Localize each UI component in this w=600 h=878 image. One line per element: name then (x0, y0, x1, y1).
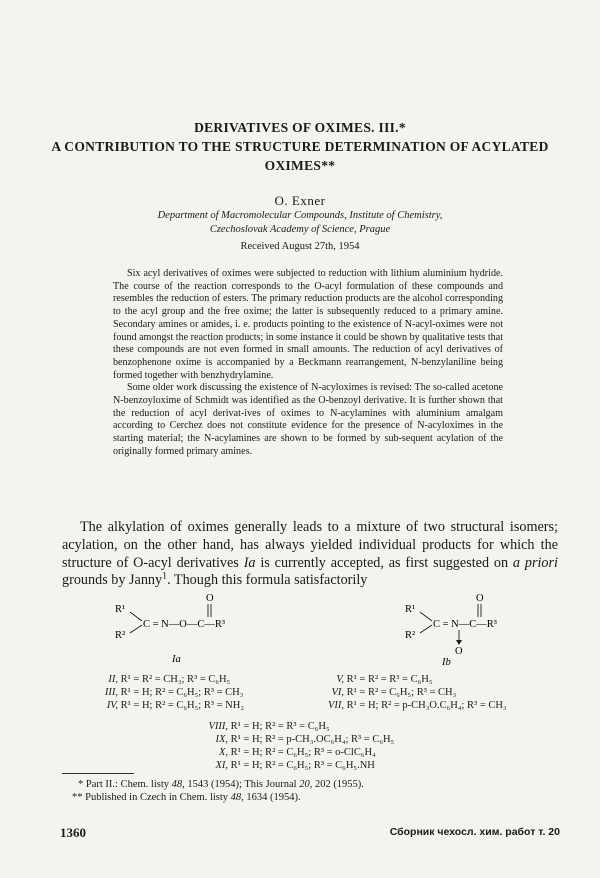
compound-xi: XI, R¹ = H; R² = C₆H₅; R³ = C₆H₅.NH (215, 760, 375, 771)
journal-footer: Сборник чехосл. хим. работ т. 20 (389, 826, 560, 838)
page-number: 1360 (60, 825, 86, 840)
author: O. Exner (274, 193, 326, 208)
show-through-text (60, 35, 540, 46)
structure-ia (110, 590, 290, 670)
compound-x: X, R¹ = H; R² = C₆H₅; R³ = o-ClC₆H₄ (218, 747, 376, 758)
ib-carbonyl-oxygen: O (476, 593, 484, 604)
paper-title-line-1: DERIVATIVES OF OXIMES. III.* (194, 120, 406, 135)
compound-vi: VI, R¹ = R² = C₆H₅; R³ = CH₃ (331, 687, 457, 698)
compound-viii: VIII, R¹ = H; R² = R³ = C₆H₅ (208, 721, 330, 732)
ib-r1-label: R¹ (405, 604, 416, 615)
affiliation-line-2: Czechoslovak Academy of Science, Prague (209, 224, 391, 235)
footnote-2: ** Published in Czech in Chem. listy 48, 1634 (1954). (72, 792, 301, 803)
compound-ii: II, R¹ = R² = CH₃; R³ = C₆H₅ (108, 674, 231, 685)
compound-iii: III, R¹ = H; R² = C₆H₅; R³ = CH₃ (104, 687, 244, 698)
ib-label: Ib (442, 657, 451, 668)
footnote-1: * Part II.: Chem. listy 48, 1543 (1954); This Journal 20, 202 (1955). (78, 779, 364, 790)
ia-r2-label: R² (115, 630, 126, 641)
body-paragraph-1: The alkylation of oximes generally leads to a mixture of two structural isomers; acylation, on the other hand, has always yielded individual products for which the structure of O-acyl derivatives Ia is currently accepted, as first suggested on a priori grounds by Janny$^1$. Though this formula satisfactorily (62, 519, 558, 589)
compound-ix: IX, R¹ = H; R² = p-CH₃.OC₆H₄; R³ = C₆H₅ (215, 734, 395, 745)
paper-title-line-2: A CONTRIBUTION TO THE STRUCTURE DETERMINATION OF ACYLATED (51, 139, 549, 154)
compound-v: V, R¹ = R² = R³ = C₆H₅ (336, 674, 433, 685)
structure-ib (400, 590, 560, 670)
footnote-rule (62, 773, 134, 774)
affiliation-line-1: Department of Macromolecular Compounds, Institute of Chemistry, (157, 210, 443, 221)
ib-r2-label: R² (405, 630, 416, 641)
ia-chain: C = N—O—C—R³ (143, 619, 225, 630)
abstract (113, 268, 503, 459)
abstract-paragraph-2: Some older work discussing the existence of N-acyloximes is revised: The so-called acetone N-benzoyloxime of Schmidt was identified as the O-benzoyl derivative. It is further shown that the reduction of acyl derivat-ives of oximes to N-acylamines with aluminium amalgam according to Cerchez does not constitute evidence for the presence of N-acyloximes in the starting material; the N-acylamines are shown to be formed by sub-sequent acylation of the originally formed primary amines. (113, 382, 503, 457)
received-date: Received August 27th, 1954 (240, 241, 360, 252)
compound-vii: VII, R¹ = H; R² = p-CH₃O.C₆H₄; R³ = CH₃ (327, 700, 507, 711)
paper-title-line-3: OXIMES** (264, 158, 336, 173)
compound-iv: IV, R¹ = H; R² = C₆H₅; R³ = NH₂ (106, 700, 244, 711)
ia-carbonyl-oxygen: O (206, 593, 214, 604)
abstract-paragraph-1: Six acyl derivatives of oximes were subjected to reduction with lithium aluminium hydride. The course of the reaction corresponds to the O-acyl formulation of these compounds and resembles the reduction of esters. The primary reduction products are the alcohol corresponding to the acyl group and the free oxime; the latter is subsequently reduced to a primary amine. Secondary amines or amides, i. e. products pointing to the existence of N-acyl-oximes were not found amongst the reaction products; in some instance it could be shown by qualitative tests that these compounds are not even formed in small amounts. The reduction of acyl derivatives of benzophenone oxime is accompanied by a Beckmann rearrangement, N-benzylaniline being formed together with benzhydrylamine. (113, 268, 503, 381)
ib-n-oxide-oxygen: O (455, 646, 463, 657)
ib-chain: C = N—C—R³ (433, 619, 497, 630)
body-text (62, 519, 558, 590)
ia-label: Ia (172, 654, 181, 665)
ia-r1-label: R¹ (115, 604, 126, 615)
